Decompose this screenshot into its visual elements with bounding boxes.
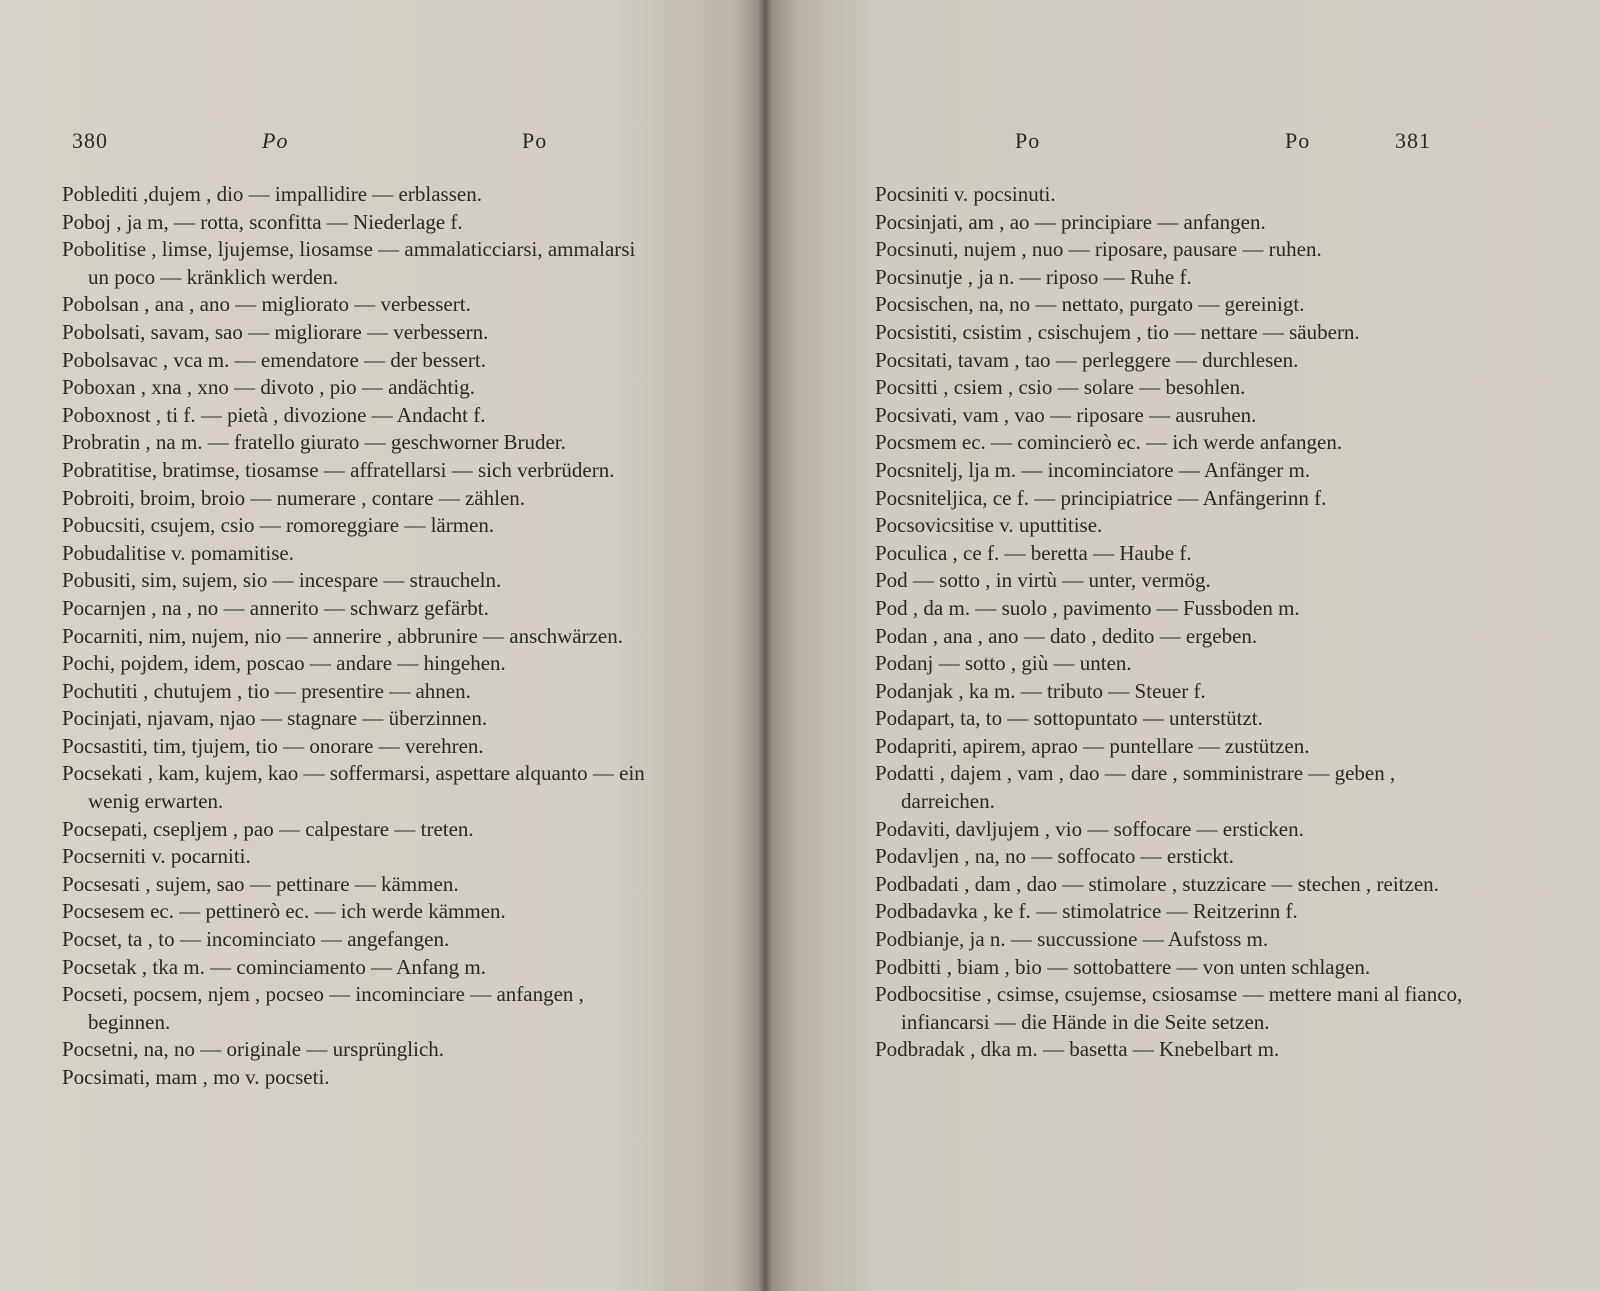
page-number: 381 <box>1395 128 1431 153</box>
dictionary-entry: Pocsepati, csepljem , pao — calpestare — treten. <box>62 816 474 841</box>
dictionary-entry: Pocsimati, mam , mo v. pocseti. <box>62 1065 330 1089</box>
dictionary-entry: Poboxan , xna , xno — divoto , pio — andächtig. <box>62 375 475 400</box>
dictionary-entry: Poblediti ,dujem , dio — impallidire — erblassen. <box>62 182 482 206</box>
dictionary-entry: Pod — sotto , in virtù — unter, vermög. <box>875 568 1211 593</box>
dictionary-entry: Pocsitati, tavam , tao — perleggere — durchlesen. <box>875 347 1299 372</box>
dictionary-entry: Pobusiti, sim, sujem, sio — incespare — straucheln. <box>62 568 502 593</box>
right-page <box>765 0 1600 1291</box>
running-head-right: Po <box>1285 128 1311 153</box>
dictionary-entry: Podbianje, ja n. — succussione — Aufstoss m. <box>875 927 1269 952</box>
dictionary-entry: Poboj , ja m, — rotta, sconfitta — Niederlage f. <box>62 209 463 234</box>
dictionary-entry: Poculica , ce f. — beretta — Haube f. <box>875 540 1192 565</box>
dictionary-entries <box>875 181 1475 1064</box>
dictionary-entry: Pocsetni, na, no — originale — ursprünglich. <box>62 1037 445 1062</box>
dictionary-entry: Podatti , dajem , vam , dao — dare , somministrare — geben , darreichen. <box>875 761 1396 814</box>
dictionary-entry: Poboxnost , ti f. — pietà , divozione — Andacht f. <box>62 402 486 427</box>
dictionary-entry: Pocsiniti v. pocsinuti. <box>875 182 1056 206</box>
running-head-left: Po <box>262 128 289 153</box>
dictionary-entry: Pocserniti v. pocarniti. <box>62 844 251 869</box>
dictionary-entry: Pocsischen, na, no — nettato, purgato — gereinigt. <box>875 292 1305 317</box>
dictionary-entry: Pocsnitelj, lja m. — incominciatore — Anfänger m. <box>875 457 1311 482</box>
dictionary-entry: Podbadati , dam , dao — stimolare , stuzzicare — stechen , reitzen. <box>875 871 1439 896</box>
page-number: 380 <box>72 128 108 153</box>
dictionary-entry: Podapriti, apirem, aprao — puntellare — zustützen. <box>875 733 1310 758</box>
dictionary-entries <box>62 181 652 1092</box>
dictionary-entry: Podan , ana , ano — dato , dedito — ergeben. <box>875 623 1258 648</box>
dictionary-entry: Podaviti, davljujem , vio — soffocare — ersticken. <box>875 816 1304 841</box>
dictionary-entry: Pocsovicsitise v. uputtitise. <box>875 513 1103 538</box>
dictionary-entry: Pocsitti , csiem , csio — solare — besohlen. <box>875 375 1246 400</box>
dictionary-entry: Pobratitise, bratimse, tiosamse — affratellarsi — sich verbrüdern. <box>62 457 615 482</box>
dictionary-entry: Pocsastiti, tim, tjujem, tio — onorare — verehren. <box>62 733 484 758</box>
dictionary-entry: Pocsivati, vam , vao — riposare — ausruhen. <box>875 402 1257 427</box>
dictionary-entry: Pocarnjen , na , no — annerito — schwarz gefärbt. <box>62 595 489 620</box>
dictionary-entry: Pobucsiti, csujem, csio — romoreggiare — lärmen. <box>62 513 495 538</box>
book-gutter <box>758 0 772 1291</box>
dictionary-entry: Pocinjati, njavam, njao — stagnare — überzinnen. <box>62 706 488 731</box>
dictionary-entry: Podanj — sotto , giù — unten. <box>875 651 1132 676</box>
running-head-left: Po <box>1015 128 1041 153</box>
dictionary-entry: Podbitti , biam , bio — sottobattere — von unten schlagen. <box>875 954 1371 979</box>
dictionary-entry: Pobolsan , ana , ano — migliorato — verbessert. <box>62 292 471 317</box>
dictionary-entry: Pocsinuti, nujem , nuo — riposare, pausare — ruhen. <box>875 237 1322 262</box>
dictionary-entry: Pobolitise , limse, ljujemse, liosamse — ammalaticciarsi, ammalarsi un poco — kränklich werden. <box>62 237 636 289</box>
dictionary-entry: Pocsmem ec. — comincierò ec. — ich werde anfangen. <box>875 430 1343 455</box>
dictionary-entry: Pobroiti, broim, broio — numerare , contare — zählen. <box>62 485 526 510</box>
dictionary-entry: Podbradak , dka m. — basetta — Knebelbart m. <box>875 1037 1280 1062</box>
dictionary-entry: Pocsistiti, csistim , csischujem , tio — nettare — säubern. <box>875 319 1360 344</box>
dictionary-entry: Pochi, pojdem, idem, poscao — andare — hingehen. <box>62 651 506 676</box>
dictionary-entry: Podapart, ta, to — sottopuntato — unterstützt. <box>875 706 1263 731</box>
dictionary-entry: Podanjak , ka m. — tributo — Steuer f. <box>875 678 1206 703</box>
dictionary-entry: Pocsesati , sujem, sao — pettinare — kämmen. <box>62 871 459 896</box>
dictionary-entry: Pobudalitise v. pomamitise. <box>62 540 294 565</box>
left-page <box>0 0 765 1291</box>
dictionary-entry: Podavljen , na, no — soffocato — erstickt. <box>875 844 1234 869</box>
dictionary-entry: Pocsinutje , ja n. — riposo — Ruhe f. <box>875 264 1192 289</box>
dictionary-entry: Pocsesem ec. — pettinerò ec. — ich werde kämmen. <box>62 899 506 924</box>
running-head-right: Po <box>522 128 548 153</box>
dictionary-entry: Pocsetak , tka m. — cominciamento — Anfang m. <box>62 954 486 979</box>
dictionary-entry: Probratin , na m. — fratello giurato — geschworner Bruder. <box>62 430 566 455</box>
dictionary-entry: Pod , da m. — suolo , pavimento — Fussboden m. <box>875 595 1300 620</box>
dictionary-entry: Pocsniteljica, ce f. — principiatrice — Anfängerinn f. <box>875 485 1327 510</box>
dictionary-entry: Pobolsavac , vca m. — emendatore — der bessert. <box>62 347 486 372</box>
dictionary-entry: Pocsekati , kam, kujem, kao — soffermarsi, aspettare alquanto — ein wenig erwarten. <box>62 761 645 814</box>
dictionary-entry: Podbadavka , ke f. — stimolatrice — Reitzerinn f. <box>875 899 1298 924</box>
dictionary-entry: Pocsinjati, am , ao — principiare — anfangen. <box>875 209 1266 234</box>
dictionary-entry: Pocarniti, nim, nujem, nio — annerire , abbrunire — anschwärzen. <box>62 623 623 648</box>
dictionary-entry: Podbocsitise , csimse, csujemse, csiosamse — mettere mani al fianco, infiancarsi — die Hände in die Seite setzen. <box>875 982 1463 1034</box>
dictionary-entry: Pochutiti , chutujem , tio — presentire — ahnen. <box>62 678 471 703</box>
dictionary-entry: Pocseti, pocsem, njem , pocseo — incominciare — anfangen , beginnen. <box>62 982 584 1034</box>
dictionary-entry: Pocset, ta , to — incominciato — angefangen. <box>62 927 450 952</box>
dictionary-entry: Pobolsati, savam, sao — migliorare — verbessern. <box>62 319 489 344</box>
